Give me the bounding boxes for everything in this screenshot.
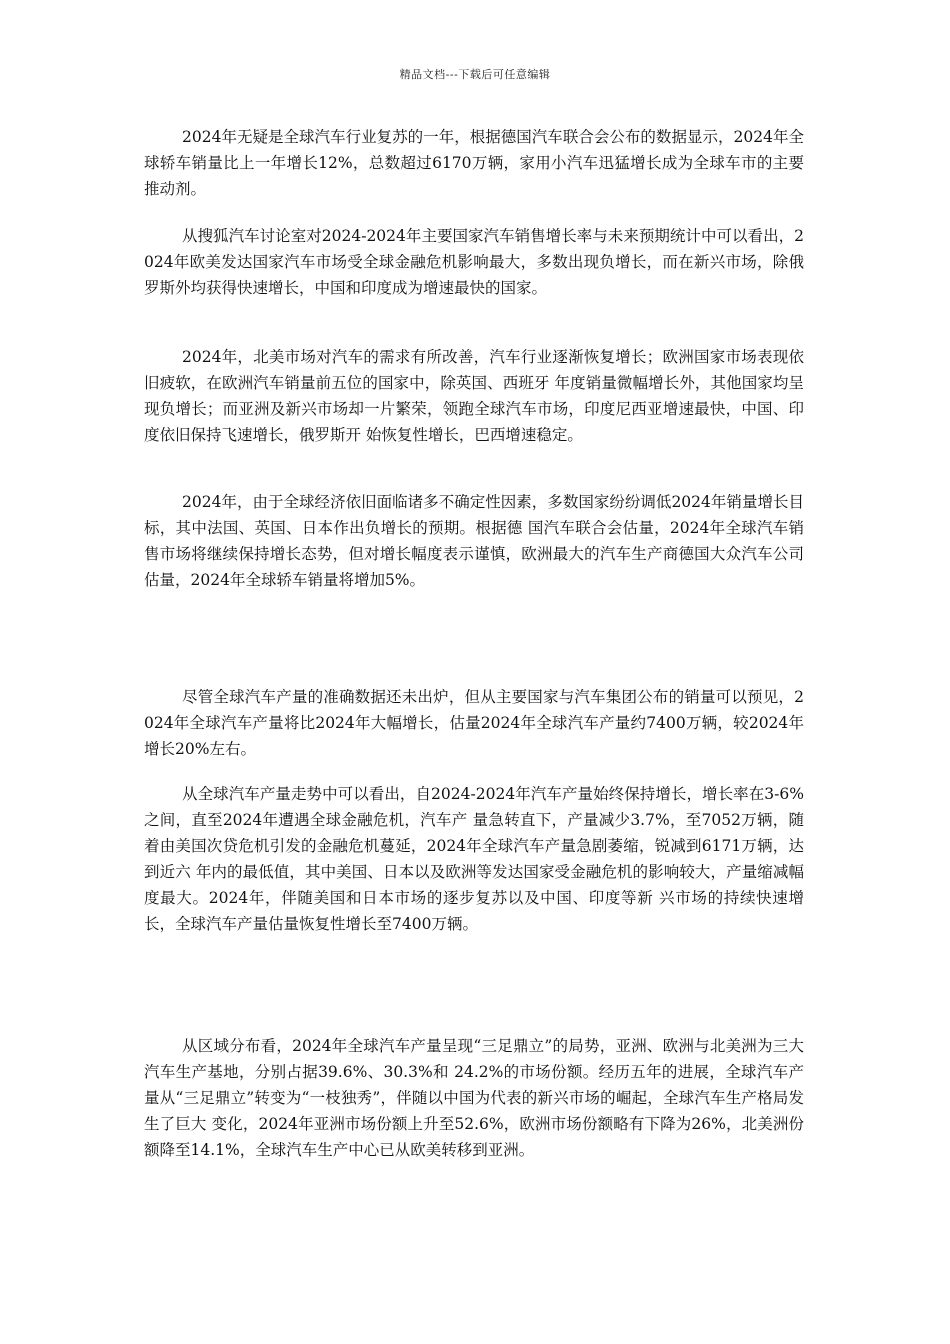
page-header: 精品文档---下载后可任意编辑 <box>399 68 551 81</box>
paragraph-2: 从搜狐汽车讨论室对2024-2024年主要国家汽车销售增长率与未来预期统计中可以看出，2024年欧美发达国家汽车市场受全球金融危机影响最大，多数出现负增长，而在新兴市场，除俄罗斯外均获得快速增长，中国和印度成为增速最快的国家。 <box>144 227 804 297</box>
paragraph-1: 2024年无疑是全球汽车行业复苏的一年，根据德国汽车联合会公布的数据显示，2024年全球轿车销量比上一年增长12%，总数超过6170万辆，家用小汽车迅猛增长成为全球车市的主要推动剂。 <box>144 128 804 198</box>
paragraph-7: 从区域分布看，2024年全球汽车产量呈现“三足鼎立”的局势，亚洲、欧洲与北美洲为三大汽车生产基地，分别占据39.6%、30.3%和 24.2%的市场份额。经历五年的进展，全球汽车产量从“三足鼎立”转变为“一枝独秀”，伴随以中国为代表的新兴市场的崛起，全球汽车生产格局发生了巨大 变化，2024年亚洲市场份额上升至52.6%，欧洲市场份额略有下降为26%，北美洲份额降至14.1%，全球汽车生产中心已从欧美转移到亚洲。 <box>144 1037 804 1159</box>
paragraph-3: 2024年，北美市场对汽车的需求有所改善，汽车行业逐渐恢复增长；欧洲国家市场表现依旧疲软，在欧洲汽车销量前五位的国家中，除英国、西班牙 年度销量微幅增长外，其他国家均呈现负增长；而亚洲及新兴市场却一片繁荣，领跑全球汽车市场，印度尼西亚增速最快，中国、印度依旧保持飞速增长，俄罗斯开 始恢复性增长，巴西增速稳定。 <box>144 348 804 444</box>
paragraph-5: 尽管全球汽车产量的准确数据还未出炉，但从主要国家与汽车集团公布的销量可以预见，2024年全球汽车产量将比2024年大幅增长，估量2024年全球汽车产量约7400万辆，较2024年增长20%左右。 <box>144 688 804 758</box>
paragraph-4: 2024年，由于全球经济依旧面临诸多不确定性因素，多数国家纷纷调低2024年销量增长目标，其中法国、英国、日本作出负增长的预期。根据德 国汽车联合会估量，2024年全球汽车销售市场将继续保持增长态势，但对增长幅度表示谨慎，欧洲最大的汽车生产商德国大众汽车公司估量，2024年全球轿车销量将增加5%。 <box>144 493 804 589</box>
paragraph-6: 从全球汽车产量走势中可以看出，自2024-2024年汽车产量始终保持增长，增长率在3-6%之间，直至2024年遭遇全球金融危机，汽车产 量急转直下，产量减少3.7%，至7052万辆，随着由美国次贷危机引发的金融危机蔓延，2024年全球汽车产量急剧萎缩，锐减到6171万辆，达到近六 年内的最低值，其中美国、日本以及欧洲等发达国家受金融危机的影响较大，产量缩减幅度最大。2024年，伴随美国和日本市场的逐步复苏以及中国、印度等新 兴市场的持续快速增长，全球汽车产量估量恢复性增长至7400万辆。 <box>144 785 804 933</box>
